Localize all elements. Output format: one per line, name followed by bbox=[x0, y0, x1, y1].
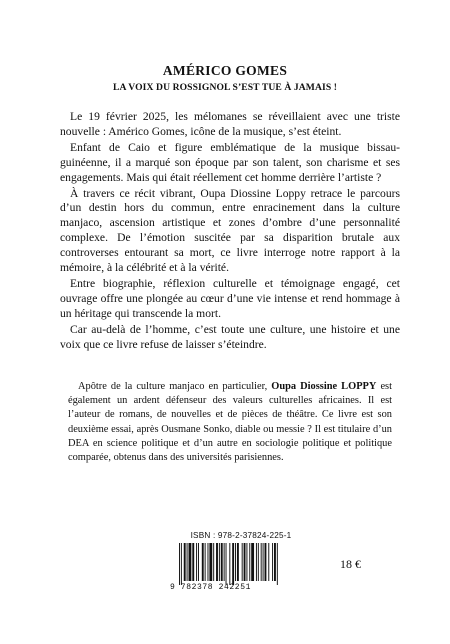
barcode-bars bbox=[179, 543, 314, 585]
author-name: Oupa Diossine LOPPY bbox=[271, 381, 377, 392]
bio-rest: est également un ardent défenseur des valeurs culturelles africaines. Il est l’auteur de romans, de nouvelles et de pièces de théâtre. Ce livre est son deuxième essai, après Ousmane Sonko, diable ou messie ? Il est titulaire d’un DEA en science politique et d’un autre en sociologie politique et politique comparée, obtenus dans des universités parisiennes. bbox=[68, 381, 392, 464]
price-label: 18 € bbox=[340, 557, 361, 571]
summary-paragraph-5: Car au-delà de l’homme, c’est toute une culture, une histoire et une voix que ce livre refuse de laisser s’éteindre. bbox=[60, 322, 400, 351]
book-subtitle: LA VOIX DU ROSSIGNOL S’EST TUE À JAMAIS ! bbox=[112, 82, 338, 93]
summary-text bbox=[60, 110, 400, 354]
summary-paragraph-3: À travers ce récit vibrant, Oupa Diossine Loppy retrace le parcours d’un destin hors du commun, entre enracinement dans la culture manjaco, ascension artistique et zones d’ombre d’une personnalité complexe. De l’émotion suscitée par sa disparition brutale aux controverses entourant sa mort, ce livre interroge notre rapport à la mémoire, à la célébrité et à la vérité. bbox=[60, 186, 400, 275]
summary-paragraph-2: Enfant de Caio et figure emblématique de la musique bissau-guinéenne, il a marqué son époque par son talent, son charisme et ses engagements. Mais qui était réellement cet homme derrière l’artiste ? bbox=[60, 140, 400, 184]
summary-paragraph-4: Entre biographie, réflexion culturelle et témoignage engagé, cet ouvrage offre une plongée au cœur d’une vie intense et rend hommage à un héritage qui transcende la mort. bbox=[60, 276, 400, 320]
barcode bbox=[170, 543, 316, 593]
bio-intro: Apôtre de la culture manjaco en particulier, bbox=[78, 381, 272, 392]
barcode-digits: 9 782378 242251 bbox=[170, 583, 252, 592]
book-title: AMÉRICO GOMES bbox=[162, 63, 288, 78]
summary-paragraph-1: Le 19 février 2025, les mélomanes se réveillaient avec une triste nouvelle : Américo Gomes, icône de la musique, s’est éteint. bbox=[60, 110, 400, 138]
author-bio bbox=[68, 380, 392, 465]
isbn-label: ISBN : 978-2-37824-225-1 bbox=[190, 531, 292, 540]
